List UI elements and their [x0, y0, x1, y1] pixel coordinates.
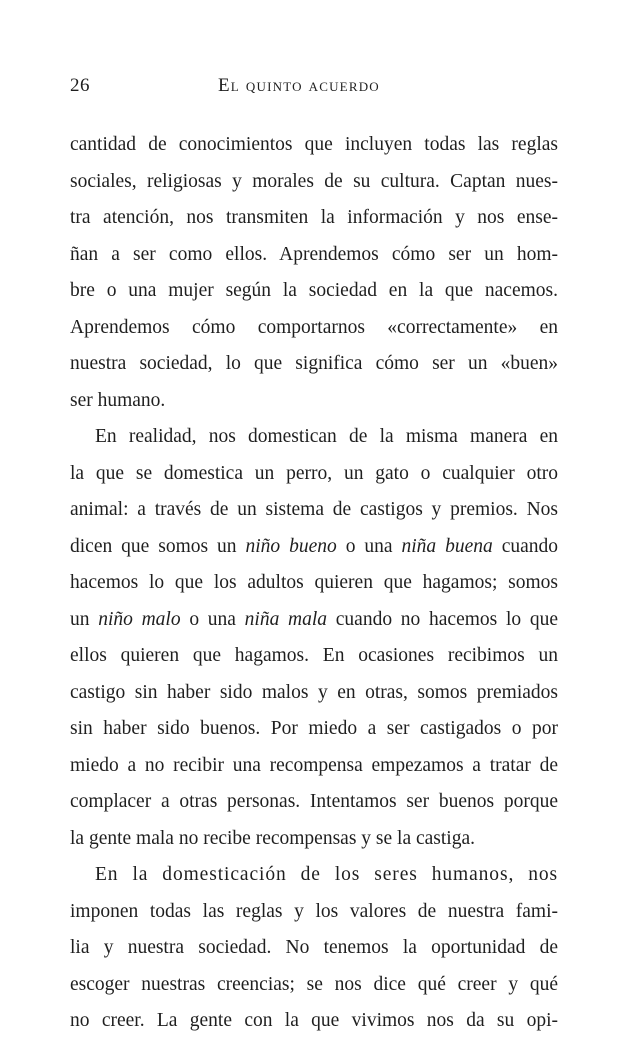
text-line: la gente mala no recibe recompensas y se la castiga. — [70, 827, 475, 849]
italic-phrase: niña buena — [401, 535, 493, 557]
italic-phrase: niña mala — [244, 608, 328, 630]
page-number: 26 — [70, 75, 90, 96]
text-line: hacemos lo que los adultos quieren que hagamos; somos — [70, 572, 558, 593]
text-line: lia y nuestra sociedad. No tenemos la oportunidad de — [70, 937, 558, 958]
book-title: El quinto acuerdo — [218, 75, 380, 96]
text-line: complacer a otras personas. Intentamos ser buenos porque — [70, 791, 558, 812]
text-line: la que se domestica un perro, un gato o cualquier otro — [70, 462, 558, 484]
text-line: nuestra sociedad, lo que significa cómo ser un «buen» — [70, 353, 558, 374]
text-line: miedo a no recibir una recompensa empezamos a tratar de — [70, 754, 558, 776]
text-segment: un — [70, 608, 99, 630]
text-line — [70, 602, 558, 639]
text-line: sociales, religiosas y morales de su cultura. Captan nues- — [70, 170, 558, 192]
text-line: ser humano. — [70, 389, 166, 411]
running-header — [70, 71, 560, 101]
text-segment: cuando — [492, 535, 558, 557]
text-segment: dicen que somos un — [70, 535, 246, 557]
text-line: cantidad de conocimientos que incluyen todas las reglas — [70, 134, 558, 155]
text-line: bre o una mujer según la sociedad en la que nacemos. — [70, 280, 558, 301]
text-segment: cuando no hacemos lo que — [327, 608, 559, 630]
text-line: castigo sin haber sido malos y en otras, somos premiados — [70, 681, 558, 703]
text-segment: o una — [336, 535, 402, 557]
text-line: En la domesticación de los seres humanos, nos — [95, 864, 558, 885]
italic-phrase: niño bueno — [245, 535, 337, 557]
text-line: no creer. La gente con la que vivimos nos da su opi- — [70, 1010, 558, 1031]
text-line: ellos quieren que hagamos. En ocasiones recibimos un — [70, 645, 558, 666]
text-line: imponen todas las reglas y los valores de nuestra fami- — [70, 900, 558, 922]
body-text — [70, 127, 558, 1040]
text-line — [70, 529, 558, 566]
text-line: En realidad, nos domestican de la misma manera en — [95, 426, 558, 447]
text-line: ñan a ser como ellos. Aprendemos cómo ser un hom- — [70, 243, 558, 265]
text-line: Aprendemos cómo comportarnos «correctamente» en — [70, 316, 558, 338]
text-line: tra atención, nos transmiten la información y nos ense- — [70, 207, 558, 228]
text-segment: o una — [180, 608, 245, 630]
text-line: animal: a través de un sistema de castigos y premios. Nos — [70, 499, 558, 520]
text-line: escoger nuestras creencias; se nos dice qué creer y qué — [70, 973, 558, 995]
italic-phrase: niño malo — [98, 608, 181, 630]
text-line: sin haber sido buenos. Por miedo a ser castigados o por — [70, 718, 558, 739]
